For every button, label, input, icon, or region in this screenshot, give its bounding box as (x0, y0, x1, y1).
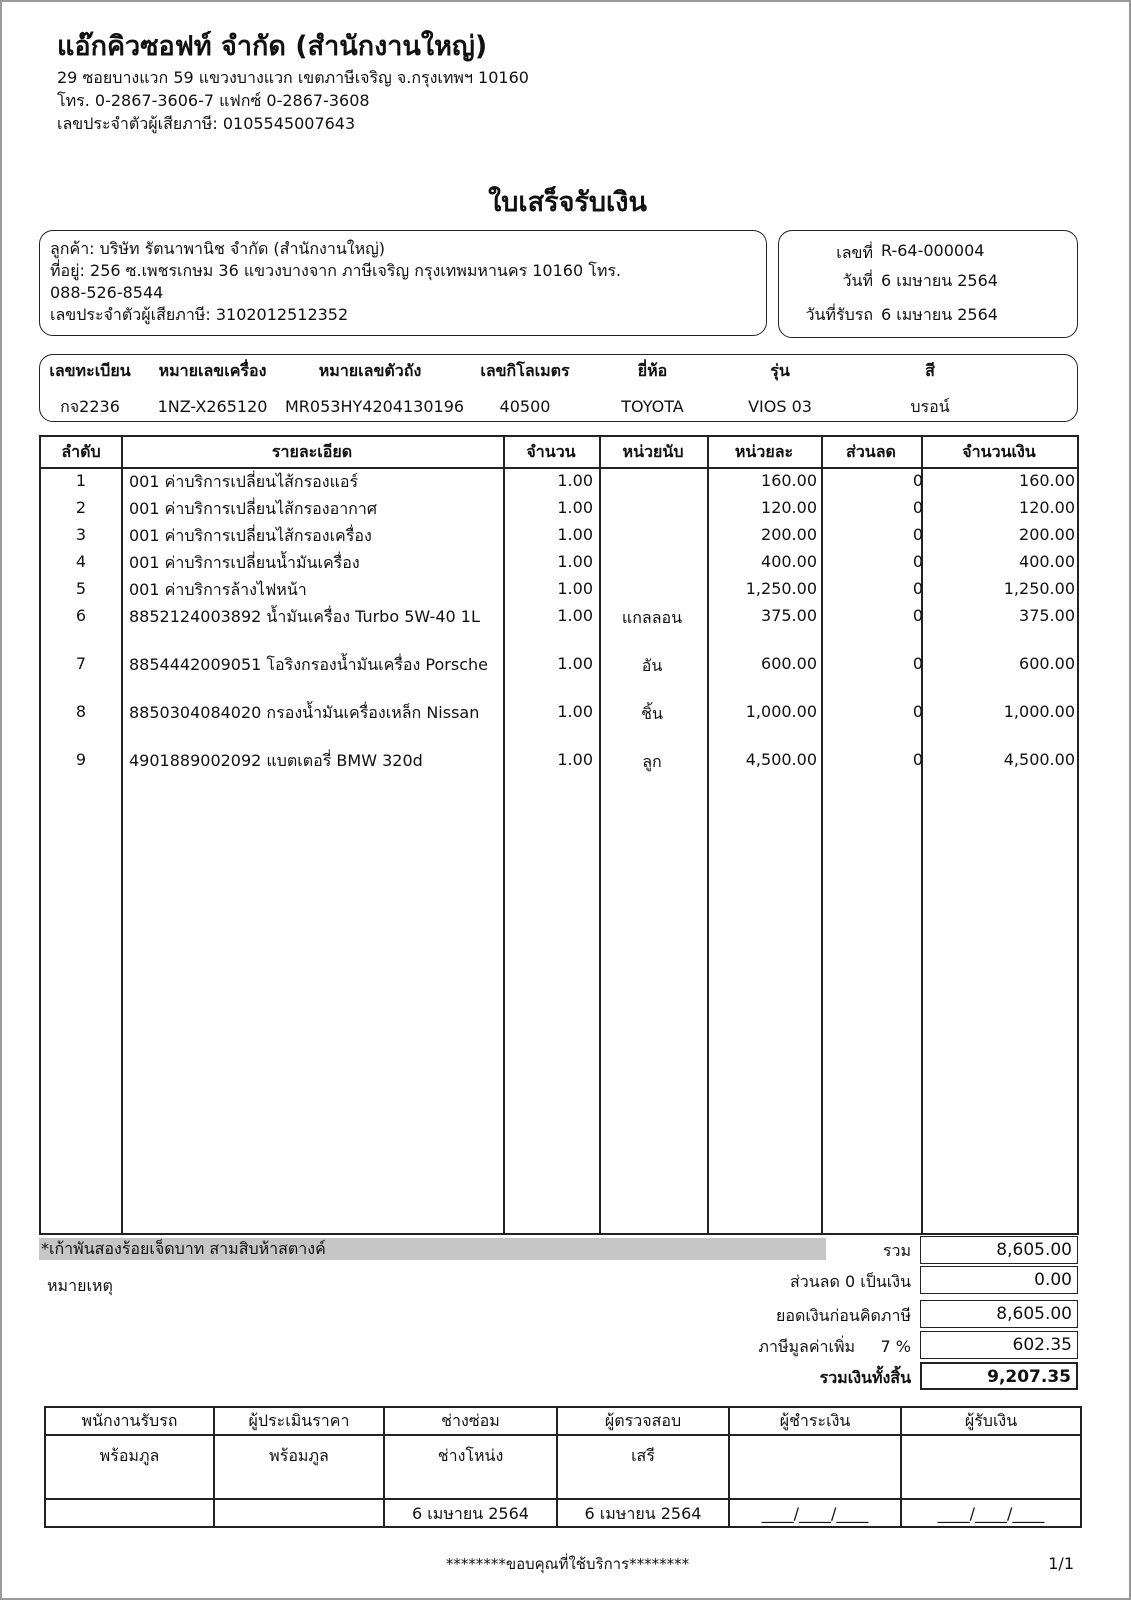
vehicle-header: หมายเลขตัวถัง (318, 361, 422, 380)
table-row (41, 702, 1077, 750)
cell-amount: 600.00 (1019, 654, 1075, 673)
cell-desc: 8854442009051 โอริงกรองน้ำมันเครื่อง Porsche (129, 655, 488, 674)
cell-discount: 0 (912, 702, 923, 721)
cell-amount: 375.00 (1019, 606, 1075, 625)
header-divider (41, 467, 1077, 469)
discount-label: ส่วนลด 0 เป็นเงิน (789, 1272, 911, 1291)
vat-value: 602.35 (920, 1331, 1078, 1359)
cell-qty: 1.00 (557, 606, 593, 625)
cell-price: 600.00 (761, 654, 817, 673)
cell-desc: 001 ค่าบริการเปลี่ยนไส้กรองแอร์ (129, 472, 359, 491)
cell-amount: 1,000.00 (1003, 702, 1075, 721)
sig-name (730, 1436, 902, 1500)
cell-desc: 001 ค่าบริการเปลี่ยนน้ำมันเครื่อง (129, 553, 360, 572)
vehicle-header: ยี่ห้อ (637, 361, 668, 380)
vehicle-color: บรอน์ (910, 397, 950, 416)
doc-number-label: เลขที่ (836, 243, 873, 262)
cell-qty: 1.00 (557, 498, 593, 517)
cell-discount: 0 (912, 552, 923, 571)
table-row (41, 498, 1077, 525)
signature-grid (46, 1408, 1080, 1526)
pre-tax-label: ยอดเงินก่อนคิดภาษี (776, 1306, 911, 1325)
vat-label: ภาษีมูลค่าเพิ่ม 7 % (758, 1337, 911, 1356)
cell-desc: 8852124003892 น้ำมันเครื่อง Turbo 5W-40 1L (129, 607, 480, 626)
col-header-amount: จำนวนเงิน (962, 442, 1036, 461)
col-header-no: ลำดับ (61, 442, 101, 461)
sig-date: ____/____/____ (937, 1504, 1045, 1523)
document-title: ใบเสร็จรับเงิน (488, 187, 647, 218)
cell-no: 4 (75, 552, 87, 571)
doc-date-label: วันที่ (842, 271, 873, 290)
cell-discount: 0 (912, 579, 923, 598)
sig-header: ผู้ตรวจสอบ (558, 1408, 730, 1436)
vehicle-mileage: 40500 (499, 397, 551, 416)
grand-total-label: รวมเงินทั้งสิ้น (819, 1368, 911, 1387)
sig-date: ____/____/____ (730, 1500, 902, 1528)
customer-name: ลูกค้า: บริษัท รัตนาพานิช จำกัด (สำนักงานใหญ่) (50, 239, 386, 258)
page-number: 1/1 (1048, 1554, 1074, 1573)
table-row (41, 471, 1077, 498)
cell-amount: 400.00 (1019, 552, 1075, 571)
vehicle-header: สี (925, 361, 935, 380)
cell-no: 3 (75, 525, 87, 544)
receive-date: 6 เมษายน 2564 (881, 305, 998, 324)
col-header-price: หน่วยละ (734, 442, 794, 461)
cell-qty: 1.00 (557, 552, 593, 571)
items-table (39, 435, 1079, 1235)
items-rows (41, 471, 1077, 777)
cell-no: 6 (75, 606, 87, 625)
doc-date: 6 เมษายน 2564 (881, 271, 998, 290)
cell-desc: 8850304084020 กรองน้ำมันเครื่องเหล็ก Nissan (129, 703, 480, 722)
company-name: แอ๊กคิวซอฟท์ จำกัด (สำนักงานใหญ่) (57, 31, 488, 62)
sig-date: 6 เมษายน 2564 (385, 1500, 558, 1528)
cell-price: 1,250.00 (745, 579, 817, 598)
table-row (41, 606, 1077, 654)
col-header-discount: ส่วนลด (846, 442, 896, 461)
cell-discount: 0 (912, 498, 923, 517)
vehicle-plate: กจ2236 (60, 397, 120, 416)
cell-qty: 1.00 (557, 471, 593, 490)
vehicle-chassis-no: MR053HY4204130196 (285, 397, 465, 416)
cell-desc: 001 ค่าบริการล้างไฟหน้า (129, 580, 307, 599)
vehicle-header: เลขกิโลเมตร (480, 361, 570, 380)
cell-qty: 1.00 (557, 702, 593, 721)
amount-in-words: *เก้าพันสองร้อยเจ็ดบาท สามสิบห้าสตางค์ (39, 1238, 826, 1260)
cell-unit: อัน (641, 656, 663, 675)
document-info-box (778, 230, 1078, 338)
note-label: หมายเหตุ (47, 1276, 113, 1295)
cell-qty: 1.00 (557, 654, 593, 673)
sig-header: พนักงานรับรถ (46, 1408, 215, 1436)
cell-desc: 001 ค่าบริการเปลี่ยนไส้กรองอากาศ (129, 499, 378, 518)
cell-discount: 0 (912, 750, 923, 769)
vehicle-engine-no: 1NZ-X265120 (157, 397, 268, 416)
doc-date-row (779, 269, 1079, 294)
signature-table (44, 1406, 1082, 1528)
doc-number: R-64-000004 (881, 241, 985, 260)
cell-desc: 4901889002092 แบตเตอรี่ BMW 320d (129, 751, 423, 770)
sig-name: ช่างโหน่ง (385, 1436, 558, 1500)
vehicle-header: รุ่น (770, 361, 790, 380)
table-row (41, 579, 1077, 606)
cell-amount: 160.00 (1019, 471, 1075, 490)
sig-header: ผู้ประเมินราคา (215, 1408, 385, 1436)
thank-you-message: ********ขอบคุณที่ใช้บริการ******** (445, 1555, 690, 1573)
cell-unit: แกลลอน (621, 608, 683, 627)
cell-amount: 4,500.00 (1003, 750, 1075, 769)
cell-amount: 1,250.00 (1003, 579, 1075, 598)
vehicle-box (39, 354, 1078, 422)
vehicle-grid (40, 355, 1077, 423)
customer-tax-id: เลขประจำตัวผู้เสียภาษี: 3102012512352 (50, 305, 349, 324)
sig-header: ผู้ชำระเงิน (730, 1408, 902, 1436)
cell-discount: 0 (912, 471, 923, 490)
sig-date: 6 เมษายน 2564 (558, 1500, 730, 1528)
company-address: 29 ซอยบางแวก 59 แขวงบางแวก เขตภาษีเจริญ จ.กรุงเทพฯ 10160 (57, 68, 529, 87)
cell-qty: 1.00 (557, 579, 593, 598)
cell-unit: ชิ้น (641, 704, 663, 723)
cell-no: 5 (75, 579, 87, 598)
cell-price: 375.00 (761, 606, 817, 625)
col-header-qty: จำนวน (526, 442, 576, 461)
vehicle-brand: TOYOTA (621, 397, 684, 416)
cell-discount: 0 (912, 654, 923, 673)
col-header-unit: หน่วยนับ (622, 442, 684, 461)
receive-date-row (779, 303, 1079, 328)
cell-amount: 200.00 (1019, 525, 1075, 544)
table-row (41, 750, 1077, 777)
sig-name: พร้อมภูล (215, 1436, 385, 1500)
cell-qty: 1.00 (557, 525, 593, 544)
company-phone-fax: โทร. 0-2867-3606-7 แฟกซ์ 0-2867-3608 (57, 91, 370, 110)
sig-header: ผู้รับเงิน (902, 1408, 1080, 1436)
cell-price: 1,000.00 (745, 702, 817, 721)
subtotal-label: รวม (882, 1241, 911, 1260)
cell-price: 200.00 (761, 525, 817, 544)
table-row (41, 654, 1077, 702)
vehicle-header: เลขทะเบียน (49, 361, 131, 380)
cell-price: 400.00 (761, 552, 817, 571)
col-header-desc: รายละเอียด (271, 442, 353, 461)
sig-name: พร้อมภูล (46, 1436, 215, 1500)
customer-phone: 088-526-8544 (50, 283, 164, 302)
cell-qty: 1.00 (557, 750, 593, 769)
subtotal-value: 8,605.00 (920, 1236, 1078, 1264)
cell-discount: 0 (912, 606, 923, 625)
cell-no: 7 (75, 654, 87, 673)
cell-price: 160.00 (761, 471, 817, 490)
sig-header: ช่างซ่อม (385, 1408, 558, 1436)
vehicle-header: หมายเลขเครื่อง (158, 361, 267, 380)
cell-price: 4,500.00 (745, 750, 817, 769)
cell-no: 1 (75, 471, 87, 490)
table-row (41, 552, 1077, 579)
receive-date-label: วันที่รับรถ (805, 305, 873, 324)
cell-discount: 0 (912, 525, 923, 544)
vehicle-model: VIOS 03 (748, 397, 812, 416)
pre-tax-value: 8,605.00 (920, 1300, 1078, 1328)
doc-number-row (779, 241, 1079, 266)
customer-address: ที่อยู่: 256 ซ.เพชรเกษม 36 แขวงบางจาก ภาษีเจริญ กรุงเทพมหานคร 10160 โทร. (50, 261, 622, 280)
cell-unit: ลูก (642, 752, 662, 771)
customer-box (39, 230, 767, 336)
cell-desc: 001 ค่าบริการเปลี่ยนไส้กรองเครื่อง (129, 526, 372, 545)
cell-price: 120.00 (761, 498, 817, 517)
company-tax-id: เลขประจำตัวผู้เสียภาษี: 0105545007643 (57, 114, 356, 133)
discount-value: 0.00 (920, 1266, 1078, 1294)
table-row (41, 525, 1077, 552)
sig-name (902, 1436, 1080, 1500)
grand-total-value: 9,207.35 (920, 1362, 1078, 1390)
cell-amount: 120.00 (1019, 498, 1075, 517)
sig-name: เสรี (558, 1436, 730, 1500)
sig-date (46, 1500, 215, 1528)
cell-no: 8 (75, 702, 87, 721)
cell-no: 9 (75, 750, 87, 769)
cell-no: 2 (75, 498, 87, 517)
sig-date (215, 1500, 385, 1528)
